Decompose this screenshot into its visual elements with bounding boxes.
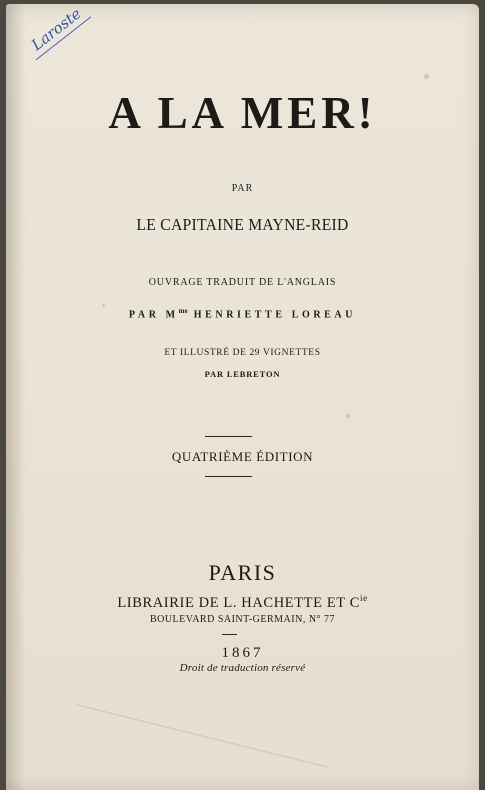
- divider-rule: [205, 436, 252, 437]
- foxing-spot: [346, 414, 350, 418]
- publication-year: 1867: [221, 645, 264, 661]
- imprint-city: PARIS: [208, 560, 277, 585]
- edition-label: QUATRIÈME ÉDITION: [171, 449, 314, 464]
- by-label: PAR: [231, 183, 254, 194]
- translator-title-sup: me: [178, 307, 188, 315]
- divider-rule-short: [222, 634, 237, 635]
- divider-rule: [205, 476, 252, 477]
- publisher-name: [0, 593, 485, 612]
- publisher-text: LIBRAIRIE DE L. HACHETTE ET C: [117, 594, 360, 611]
- author-name: LE CAPITAINE MAYNE-REID: [136, 215, 349, 234]
- foxing-spot: [424, 74, 429, 79]
- translator-line: [0, 307, 485, 320]
- publisher-address: BOULEVARD SAINT-GERMAIN, N° 77: [149, 614, 336, 625]
- translator-prefix: PAR M: [128, 309, 179, 321]
- translation-note: OUVRAGE TRADUIT DE L'ANGLAIS: [148, 277, 337, 288]
- handwritten-text: Laroste: [28, 4, 85, 55]
- illustrator-name: PAR LEBRETON: [204, 369, 281, 379]
- translator-name: HENRIETTE LOREAU: [187, 309, 357, 321]
- illustration-note: ET ILLUSTRÉ DE 29 VIGNETTES: [164, 348, 321, 358]
- paper-crease: [54, 704, 328, 790]
- book-title: A LA MER!: [108, 87, 377, 138]
- rights-notice: Droit de traduction réservé: [179, 662, 306, 674]
- publisher-sup: ie: [359, 593, 368, 603]
